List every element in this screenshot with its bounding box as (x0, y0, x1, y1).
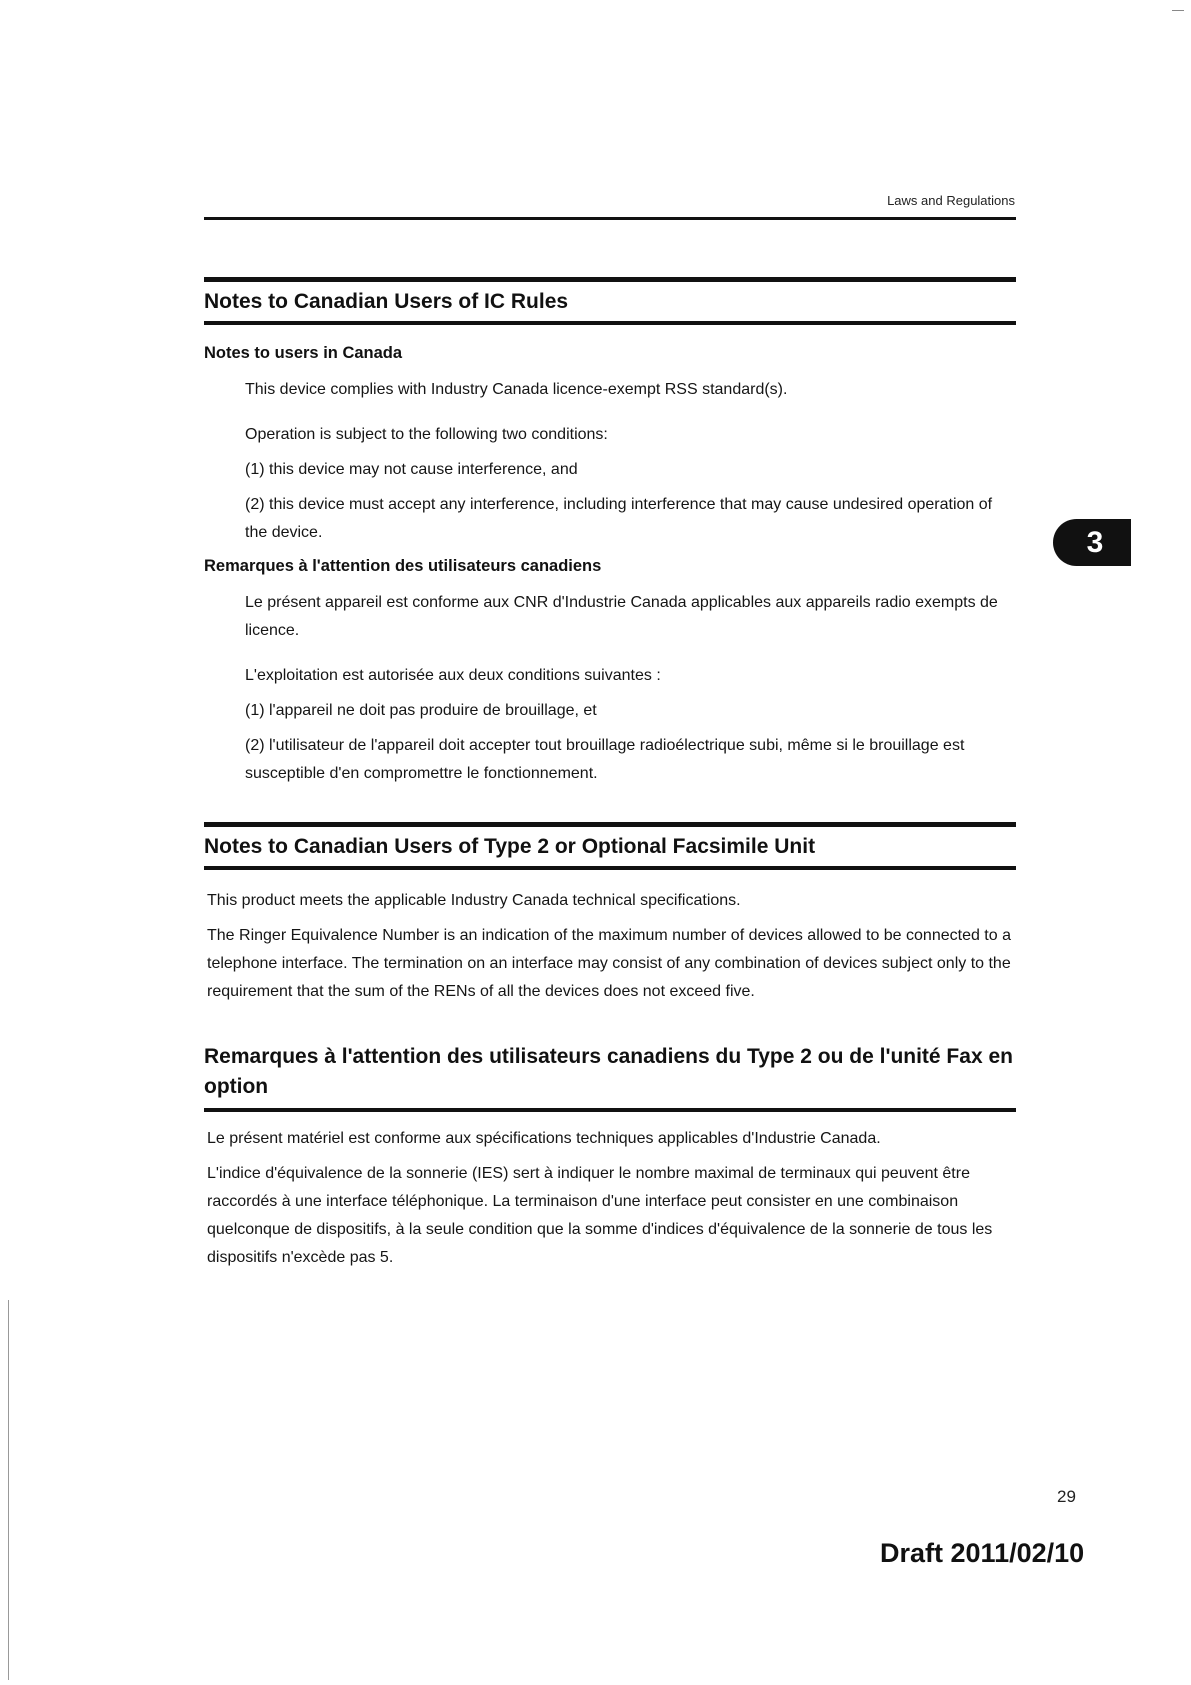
paragraph: Le présent matériel est conforme aux spécifications techniques applicables d'Industrie Canada. (207, 1130, 881, 1147)
section-heading-facsimile (204, 822, 1016, 870)
section-heading-facsimile-fr (204, 1042, 1016, 1112)
scan-mark (1172, 10, 1184, 11)
paragraph: (1) l'appareil ne doit pas produire de brouillage, et (245, 702, 597, 719)
paragraph: L'exploitation est autorisée aux deux conditions suivantes : (245, 667, 661, 684)
heading-rule-bottom (204, 866, 1016, 870)
section-title: Notes to Canadian Users of Type 2 or Optional Facsimile Unit (204, 835, 816, 858)
heading-rule-bottom (204, 321, 1016, 325)
paragraph: This device complies with Industry Canada licence-exempt RSS standard(s). (245, 381, 788, 398)
paragraph: (2) this device must accept any interference, including interference that may cause undesired operation of the device. (245, 496, 993, 541)
header-rule (204, 217, 1016, 220)
scan-margin-line (8, 1300, 9, 1680)
draft-stamp: Draft 2011/02/10 (880, 1538, 1085, 1568)
chapter-tab: 3 (1053, 519, 1131, 566)
section-title: Notes to Canadian Users of IC Rules (204, 290, 569, 313)
paragraph: This product meets the applicable Industry Canada technical specifications. (207, 892, 741, 909)
paragraph: Le présent appareil est conforme aux CNR d'Industrie Canada applicables aux appareils radio exempts de licence. (245, 594, 998, 639)
paragraph: (2) l'utilisateur de l'appareil doit accepter tout brouillage radioélectrique subi, même si le brouillage est susceptible d'en compromettre le fonctionnement. (245, 737, 965, 782)
paragraph: The Ringer Equivalence Number is an indication of the maximum number of devices allowed to be connected to a telephone interface. The termination on an interface may consist of any combination of devices subject only to the requirement that the sum of the RENs of all the devices does not exceed five. (207, 927, 1011, 1000)
paragraph: L'indice d'équivalence de la sonnerie (IES) sert à indiquer le nombre maximal de terminaux qui peuvent être raccordés à une interface téléphonique. La terminaison d'une interface peut consister en une combinaison quelconque de dispositifs, à la seule condition que la somme d'indices d'équivalence de la sonnerie de tous les dispositifs n'excède pas 5. (207, 1165, 993, 1266)
page-number: 29 (1057, 1487, 1076, 1506)
heading-rule-bottom (204, 1108, 1016, 1112)
section-heading-ic-rules (204, 277, 1016, 325)
subheading-users-in-canada: Notes to users in Canada (204, 344, 403, 362)
paragraph: Operation is subject to the following two conditions: (245, 426, 608, 443)
paragraph: (1) this device may not cause interference, and (245, 461, 578, 478)
section-title: Remarques à l'attention des utilisateurs canadiens du Type 2 ou de l'unité Fax en option (204, 1045, 1013, 1098)
running-header: Laws and Regulations (887, 193, 1015, 208)
subheading-remarques: Remarques à l'attention des utilisateurs canadiens (204, 557, 602, 575)
